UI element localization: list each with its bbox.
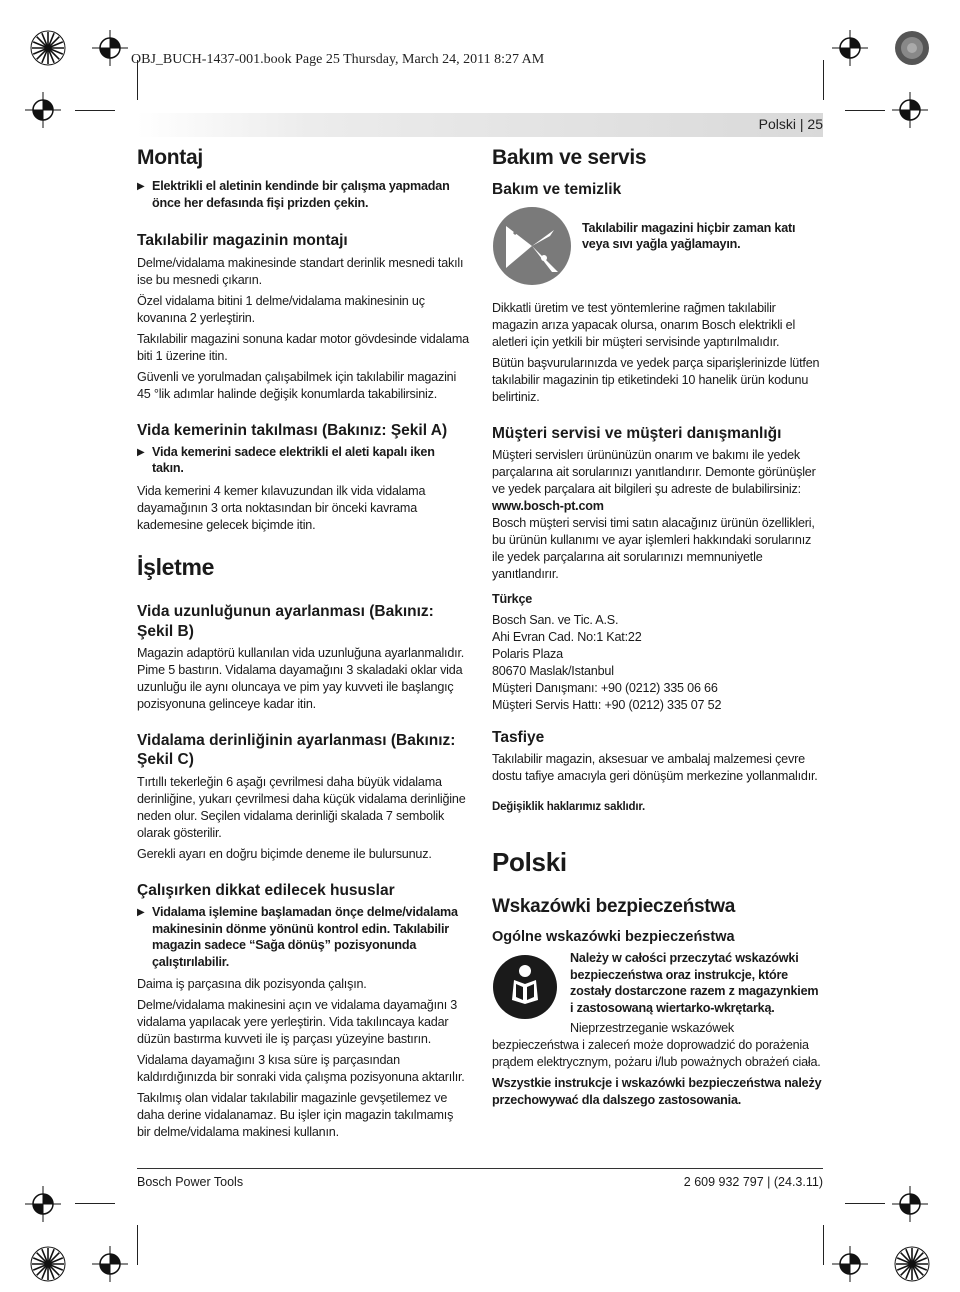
heading-tasfiye: Tasfiye [492,728,545,746]
left-column [137,140,469,1145]
warning-text: Takılabilir magazini hiçbir zaman katı veya sıvı yağla yağlamayın. [582,220,796,252]
registration-mark-icon [832,30,868,66]
paragraph: Takılmış olan vidalar takılabilir magazinle gevşetilemez ve daha derine vidalanamaz. Bu işler için magazin takılmamış bir delme/vidalama makinesi kullanın. [137,1091,454,1140]
heading-musteri-servisi: Müşteri servisi ve müşteri danışmanlığı [492,424,782,442]
warning-text: Vida kemerini sadece elektrikli el aleti kapalı iken takın. [152,444,435,476]
warning-text: Vidalama işlemine başlamadan önçe delme/vidalama makinesinin dönme yönünü kontrol edin. Takılabilir magazin sadece “Sağa dönüş” pozisyonunda çalıştırılabilir. [152,905,458,969]
paragraph: Tırtıllı tekerleğin 6 aşağı çevrilmesi daha büyük vidalama derinliğine, yukarı çevrilmesi daha küçük vidalama derinliğine neden olur. Seçilen vidalama derinliği skalada 7 sembolik olarak gösterilir. [137,774,466,840]
paragraph: Nieprzestrzeganie wskazówek bezpieczeństwa i zaleceń może doprowadzić do porażenia prądem elektrycznym, pożaru i/lub poważnych obrażeń ciała. [492,1021,821,1070]
paragraph: Magazin adaptörü kullanılan vida uzunluğuna ayarlanmalıdır. Pime 5 bastırın. Vidalama dayamağını 3 skaladaki oklar vida uzunluğu ile aynı oluncaya ve pim yay kuvveti ile başlangıç pozisyonuna gelinceye kadar itin. [137,646,465,712]
paragraph: Dikkatli üretim ve test yöntemlerine rağmen takılabilir magazin arıza yapacak olursa, onarım Bosch elektrikli el aletleri için yetkili bir müşteri servisinde yaptırılmalıdır. [492,300,796,349]
address-line: Bosch San. ve Tic. A.S. [492,612,619,627]
crop-mark [845,1203,885,1204]
warning-item [137,178,469,211]
right-column [492,140,824,1113]
address-line: Polaris Plaza [492,646,563,661]
heading-vidalama-derinligi: Vidalama derinliğinin ayarlanması (Bakınız: Şekil C) [137,732,456,769]
star-target-icon [894,1246,930,1282]
crop-mark [823,1225,824,1265]
paragraph: Güvenli ve yorulmadan çalışabilmek için takılabilir magazini 45 °lik adımlar halinde değişik konumlarda takabilirsiniz. [137,369,457,401]
paragraph: Vida kemerini 4 kemer kılavuzundan ilk vida vidalama dayamağının 3 orta noktasından bir önceki kavrama kademesine gelecek biçimde itin. [137,483,426,532]
address-block [492,612,824,714]
warning-bold-text: Należy w całości przeczytać wskazówki bezpieczeństwa oraz instrukcje, które zostały dostarczone razem z magazynkiem i zastosowaną wiertarko-wkrętarką. [570,951,819,1015]
paragraph: Müşteri servislerı ürününüzün onarım ve bakımı ile yedek parçalarına ait sorularınızı yanıtlandırır. Demonte görünüşler ve yedek parçalara ait bilgileri şu adreste de bulabilirsiniz: [492,447,816,496]
crop-mark [137,1225,138,1265]
paragraph: Daima iş parçasına dik pozisyonda çalışın. [137,977,367,992]
footer-brand: Bosch Power Tools [137,1175,244,1189]
paragraph: Bosch müşteri servisi timi satın alacağınız ürünün özellikleri, bu ürünün kullanımı ve ayar işlemleri hakkındaki sorularınız ile yedek parçalarına ait sorularınızı memnuniyetle yanıtlandırır. [492,515,815,581]
phone-line: Müşteri Danışmanı: +90 (0212) 335 06 66 [492,680,718,695]
read-manual-notice [492,950,824,1020]
paragraph: Bütün başvurularınızda ve yedek parça siparişlerinizde lütfen takılabilir magazinin tip etiketindeki 10 hanelik ürün kodunu belirtiniz. [492,355,820,404]
no-oil-warning [492,206,824,286]
star-target-icon [30,30,66,66]
section-title-polski: Polski [492,847,567,878]
paragraph: Delme/vidalama makinesinde standart derinlik mesnedi takılı ise bu mesnedi çıkarın. [137,255,464,287]
crop-mark [823,60,824,100]
heading-magazin-montaji: Takılabilir magazinin montajı [137,232,348,250]
heading-dikkat-hususlar: Çalışırken dikkat edilecek hususlar [137,881,395,899]
section-title-montaj: Montaj [137,146,203,169]
address-line: Ahi Evran Cad. No:1 Kat:22 [492,629,642,644]
heading-bakim-temizlik: Bakım ve temizlik [492,181,622,199]
heading-vida-kemeri: Vida kemerinin takılması (Bakınız: Şekil A) [137,421,448,439]
warning-text: Elektrikli el aletinin kendinde bir çalışma yapmadan önce her defasında fişi prizden çekin. [152,179,450,210]
crop-mark [75,110,115,111]
paragraph: Wszystkie instrukcje i wskazówki bezpieczeństwa należy przechowywać dla dalszego zastosowania. [492,1076,822,1108]
footer-rule [137,1168,823,1169]
registration-mark-icon [92,30,128,66]
paragraph: Delme/vidalama makinesini açın ve vidalama dayamağını 3 vidalama yapılacak yere yerleştirin. Vida takılıncaya kadar düzün bastırma kuvveti ile iş parçası yüzeyine bastırın. [137,998,458,1047]
read-manual-icon [492,954,558,1020]
star-target-icon [30,1246,66,1282]
crop-mark [845,110,885,111]
address-line: 80670 Maslak/Istanbul [492,663,614,678]
paragraph: Takılabilir magazini sonuna kadar motor gövdesinde vidalama biti 1 üzerine itin. [137,331,469,363]
registration-mark-icon [892,92,928,128]
print-slug: OBJ_BUCH-1437-001.book Page 25 Thursday, March 24, 2011 8:27 AM [131,52,545,67]
website-link[interactable]: www.bosch-pt.com [492,498,604,513]
registration-mark-icon [92,1246,128,1282]
registration-mark-icon [25,1186,61,1222]
warning-item [137,444,469,477]
section-title-isletme: İşletme [137,553,215,580]
gray-target-icon [894,30,930,66]
triangle-bullet-icon: ▶ [137,907,145,919]
warning-item [137,904,469,970]
registration-mark-icon [832,1246,868,1282]
paragraph: Vidalama dayamağını 3 kısa süre iş parçasından kaldırdığınızda bir sonraki vida çalışma pozisyonuna aktarılır. [137,1053,465,1085]
heading-vida-uzunlugu: Vida uzunluğunun ayarlanması (Bakınız: Şekil B) [137,603,434,640]
warning-text [570,950,824,1016]
change-notice: Değişiklik haklarımız saklıdır. [492,801,645,814]
country-label: Türkçe [492,591,533,606]
section-title-bakim-servis: Bakım ve servis [492,146,647,169]
registration-mark-icon [892,1186,928,1222]
header-bar [137,113,823,137]
heading-wskazowki: Wskazówki bezpieczeństwa [492,896,736,918]
paragraph: Takılabilir magazin, aksesuar ve ambalaj malzemesi çevre dostu tafiye amacıyla geri dönüşüm merkezine yollanmalıdır. [492,752,818,784]
crop-mark [75,1203,115,1204]
footer-doc-number: 2 609 932 797 | (24.3.11) [683,1175,823,1189]
triangle-bullet-icon: ▶ [137,181,145,193]
heading-ogolne-wskazowki: Ogólne wskazówki bezpieczeństwa [492,929,735,945]
no-oil-icon [492,206,572,286]
registration-mark-icon [25,92,61,128]
page-label: Polski | 25 [758,116,823,132]
paragraph: Gerekli ayarı en doğru biçimde deneme ile bulursunuz. [137,846,432,861]
paragraph: Özel vidalama bitini 1 delme/vidalama makinesinin uç kovanına 2 yerleştirin. [137,293,425,325]
triangle-bullet-icon: ▶ [137,446,145,458]
phone-line: Müşteri Servis Hattı: +90 (0212) 335 07 52 [492,697,722,712]
